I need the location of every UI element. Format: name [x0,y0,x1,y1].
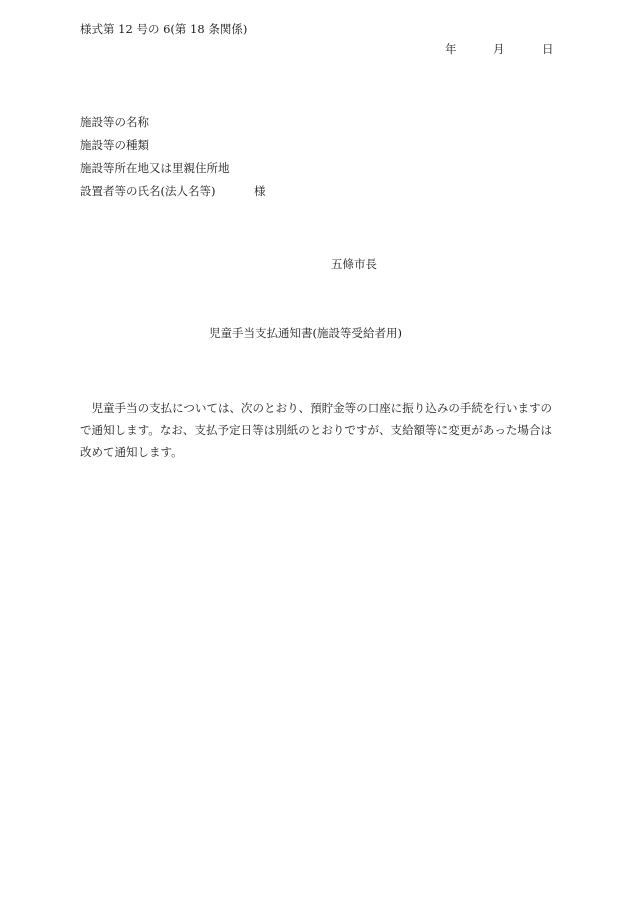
facility-type-label: 施設等の種類 [80,138,149,152]
facility-name-label: 施設等の名称 [80,115,149,129]
date-day-label: 日 [542,42,554,56]
date-month-label: 月 [493,42,505,56]
founder-name-label: 設置者等の氏名(法人名等) [80,184,216,198]
date-year-label: 年 [445,42,457,56]
form-number: 様式第 12 号の 6(第 18 条関係) [80,22,248,36]
facility-address-label: 施設等所在地又は里親住所地 [80,161,230,175]
body-paragraph: 児童手当の支払については、次のとおり、預貯金等の口座に振り込みの手続を行いますので通知します。なお、支払予定日等は別紙のとおりですが、支給額等に変更があった場合は改めて通知します。 [80,401,552,459]
honorific: 様 [254,184,266,198]
date-line [445,42,555,56]
issuer-name: 五條市長 [331,257,377,271]
document-title: 児童手当支払通知書(施設等受給者用) [209,326,402,340]
